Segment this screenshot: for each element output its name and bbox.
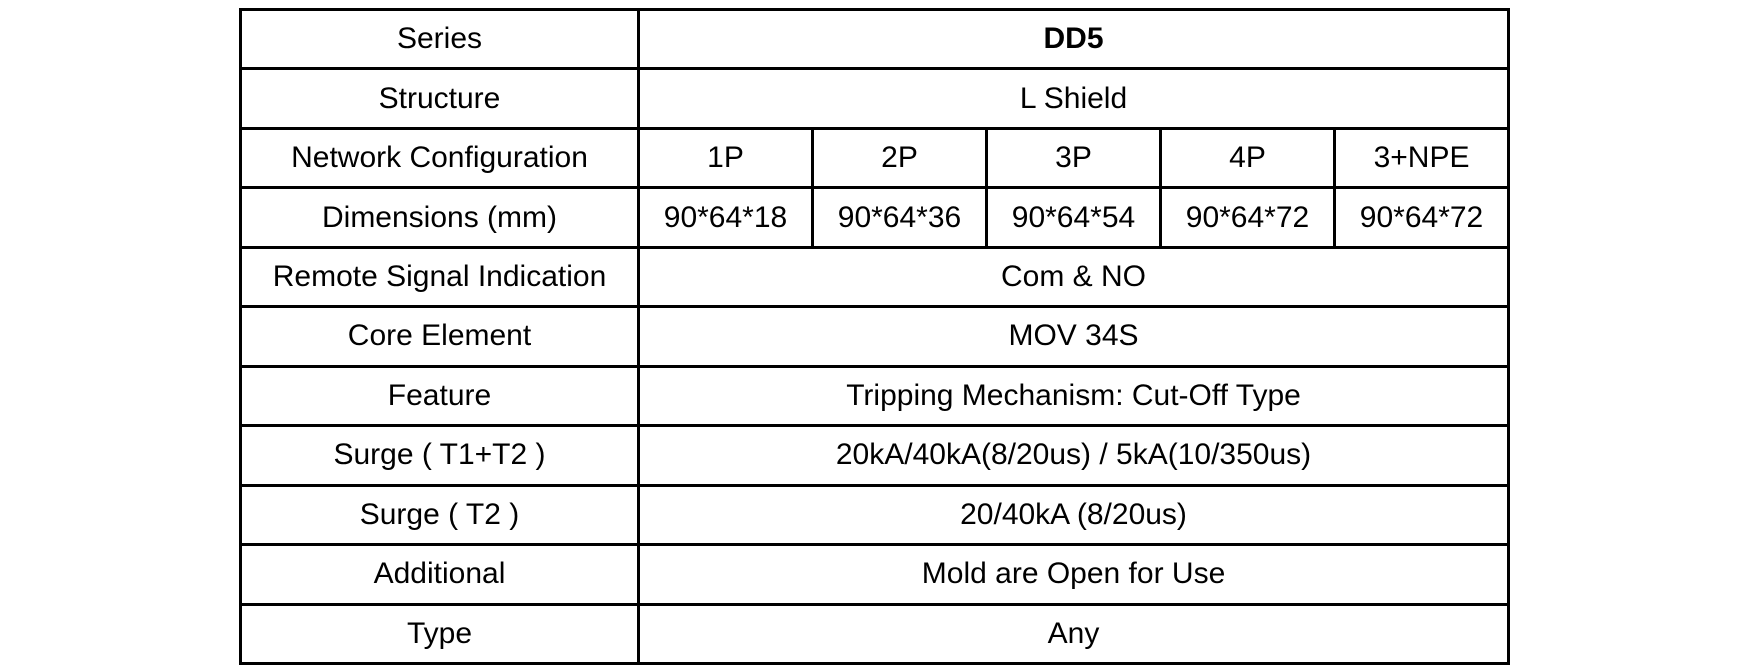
row-series-value: DD5: [639, 10, 1509, 69]
row-type: [241, 604, 1509, 663]
row-series: [241, 10, 1509, 69]
row-additional: [241, 545, 1509, 604]
network-configuration-cell-1p: 1P: [639, 128, 813, 187]
row-remote-signal-indication-label: Remote Signal Indication: [241, 247, 639, 306]
row-feature-label: Feature: [241, 366, 639, 425]
dimensions-cell-1p: 90*64*18: [639, 188, 813, 247]
network-configuration-cell-3p: 3P: [987, 128, 1161, 187]
row-feature: [241, 366, 1509, 425]
dimensions-cell-3p: 90*64*54: [987, 188, 1161, 247]
row-surge-t1-t2: [241, 426, 1509, 485]
row-structure: [241, 69, 1509, 128]
row-feature-value: Tripping Mechanism: Cut-Off Type: [639, 366, 1509, 425]
row-additional-label: Additional: [241, 545, 639, 604]
row-surge-t2-label: Surge ( T2 ): [241, 485, 639, 544]
network-configuration-cell-3npe: 3+NPE: [1335, 128, 1509, 187]
row-core-element-label: Core Element: [241, 307, 639, 366]
row-structure-value: L Shield: [639, 69, 1509, 128]
row-dimensions-label: Dimensions (mm): [241, 188, 639, 247]
network-configuration-cell-4p: 4P: [1161, 128, 1335, 187]
row-type-label: Type: [241, 604, 639, 663]
spec-table: [239, 8, 1510, 665]
row-dimensions: [241, 188, 1509, 247]
row-core-element: [241, 307, 1509, 366]
row-surge-t2-value: 20/40kA (8/20us): [639, 485, 1509, 544]
row-remote-signal-indication: [241, 247, 1509, 306]
row-surge-t1-t2-label: Surge ( T1+T2 ): [241, 426, 639, 485]
row-additional-value: Mold are Open for Use: [639, 545, 1509, 604]
row-surge-t2: [241, 485, 1509, 544]
row-core-element-value: MOV 34S: [639, 307, 1509, 366]
network-configuration-cell-2p: 2P: [813, 128, 987, 187]
row-remote-signal-indication-value: Com & NO: [639, 247, 1509, 306]
dimensions-cell-4p: 90*64*72: [1161, 188, 1335, 247]
row-network-configuration: [241, 128, 1509, 187]
row-structure-label: Structure: [241, 69, 639, 128]
dimensions-cell-2p: 90*64*36: [813, 188, 987, 247]
row-series-label: Series: [241, 10, 639, 69]
dimensions-cell-3npe: 90*64*72: [1335, 188, 1509, 247]
row-surge-t1-t2-value: 20kA/40kA(8/20us) / 5kA(10/350us): [639, 426, 1509, 485]
row-network-configuration-label: Network Configuration: [241, 128, 639, 187]
row-type-value: Any: [639, 604, 1509, 663]
